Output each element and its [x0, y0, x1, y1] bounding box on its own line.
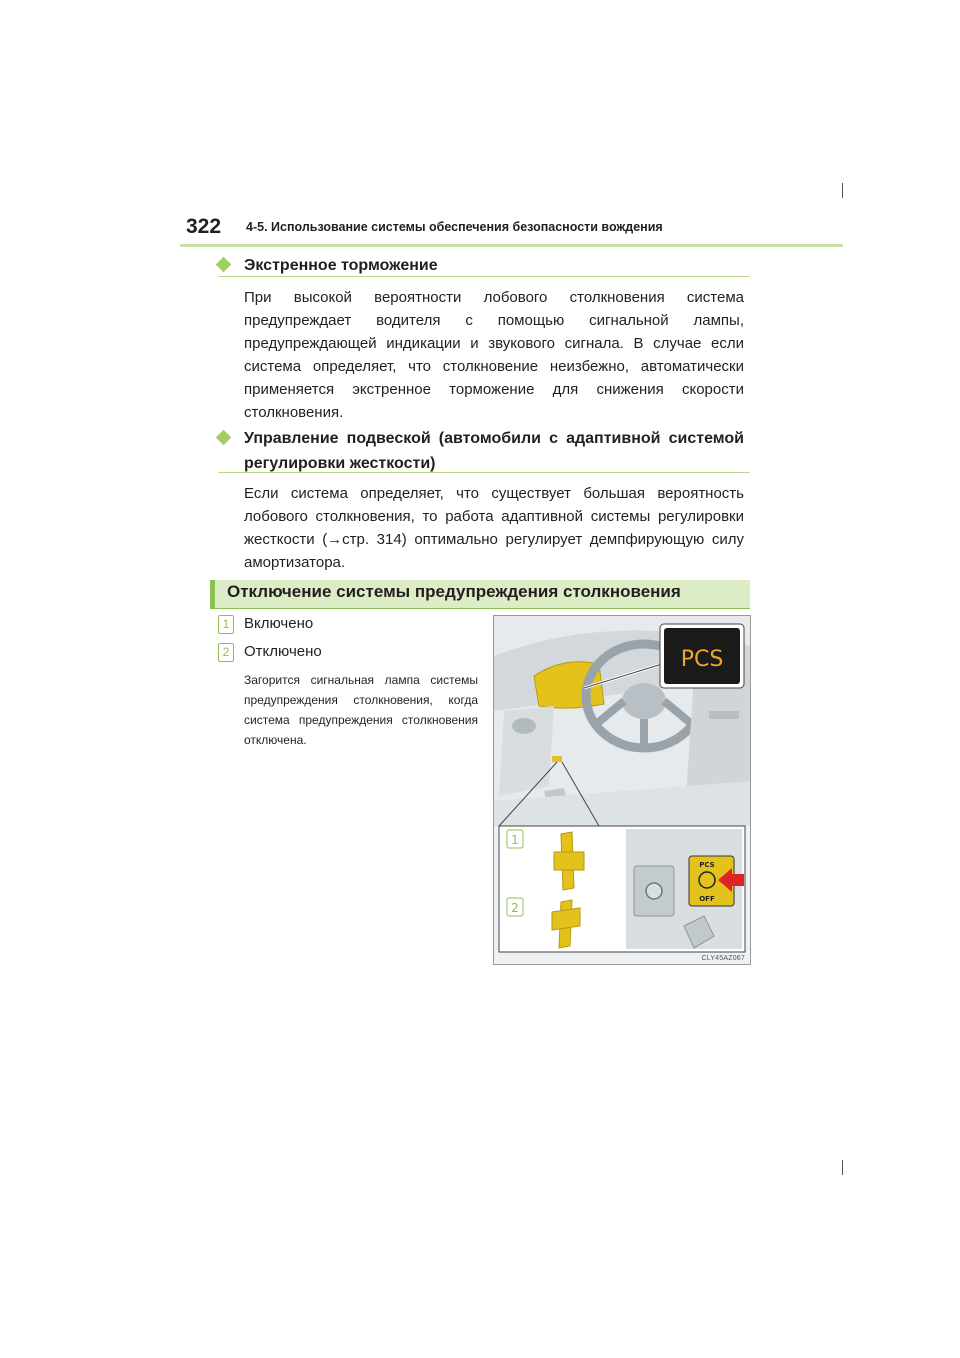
crop-mark-top-right: [842, 183, 843, 198]
item-label-on: Включено: [244, 615, 314, 632]
switch-location-highlight: [552, 756, 562, 762]
chapter-title: 4-5. Использование системы обеспечения безопасности вождения: [246, 220, 663, 234]
switch-position-1-rocker: [554, 852, 584, 870]
item-number-badge: 2: [218, 643, 234, 662]
callout-number-2: 2: [511, 901, 519, 915]
subheading-text: Управление подвеской (автомобили с адаптивной системой регулировки жесткости): [244, 430, 744, 472]
switch-button-icon: [699, 872, 715, 888]
section-rule: [210, 608, 750, 609]
section-title-bar: [210, 580, 750, 608]
steering-hub: [622, 683, 666, 719]
item-number-badge: 1: [218, 615, 234, 634]
subheading-text: Экстренное торможение: [244, 257, 438, 274]
diamond-bullet-icon: [216, 257, 232, 273]
adjacent-switch-knob: [646, 883, 662, 899]
image-code: CLY45AZ067: [701, 955, 745, 962]
section-title: Отключение системы предупреждения столкновения: [227, 582, 681, 601]
subheading-rule: [218, 472, 750, 473]
crop-mark-bottom-right: [842, 1160, 843, 1175]
diamond-bullet-icon: [216, 430, 232, 446]
paragraph-suspension-control: Если система определяет, что существует большая вероятность лобового столкновения, то работа адаптивной системы регулировки жесткости (→стр. 314) оптимально регулирует демпфирующую силу амортизатора.: [244, 485, 744, 571]
switch-label-bottom: OFF: [699, 895, 715, 903]
indicator-text: PCS: [680, 647, 724, 672]
paragraph-emergency-braking: При высокой вероятности лобового столкновения система предупреждает водителя с помощью сигнальной лампы, предупреждающей индикации и звукового сигнала. В случае если система определяет, что столкновение неизбежно, автоматически применяется экстренное торможение для снижения скорости столкновения.: [244, 289, 744, 421]
air-vent: [512, 718, 536, 734]
callout-number-1: 1: [511, 833, 519, 847]
console-vent: [709, 711, 739, 719]
pcs-illustration: [493, 615, 751, 965]
dashboard-drawing: [494, 616, 751, 965]
subheading-rule: [218, 276, 750, 277]
switch-label-top: PCS: [699, 861, 715, 869]
page-number: 322: [186, 215, 222, 238]
note-warning-light: Загорится сигнальная лампа системы предупреждения столкновения, когда система предупреждения столкновения отключена.: [244, 673, 478, 747]
item-label-off: Отключено: [244, 643, 322, 660]
switch-position-2-rocker: [552, 908, 580, 930]
header-rule: [180, 244, 843, 247]
